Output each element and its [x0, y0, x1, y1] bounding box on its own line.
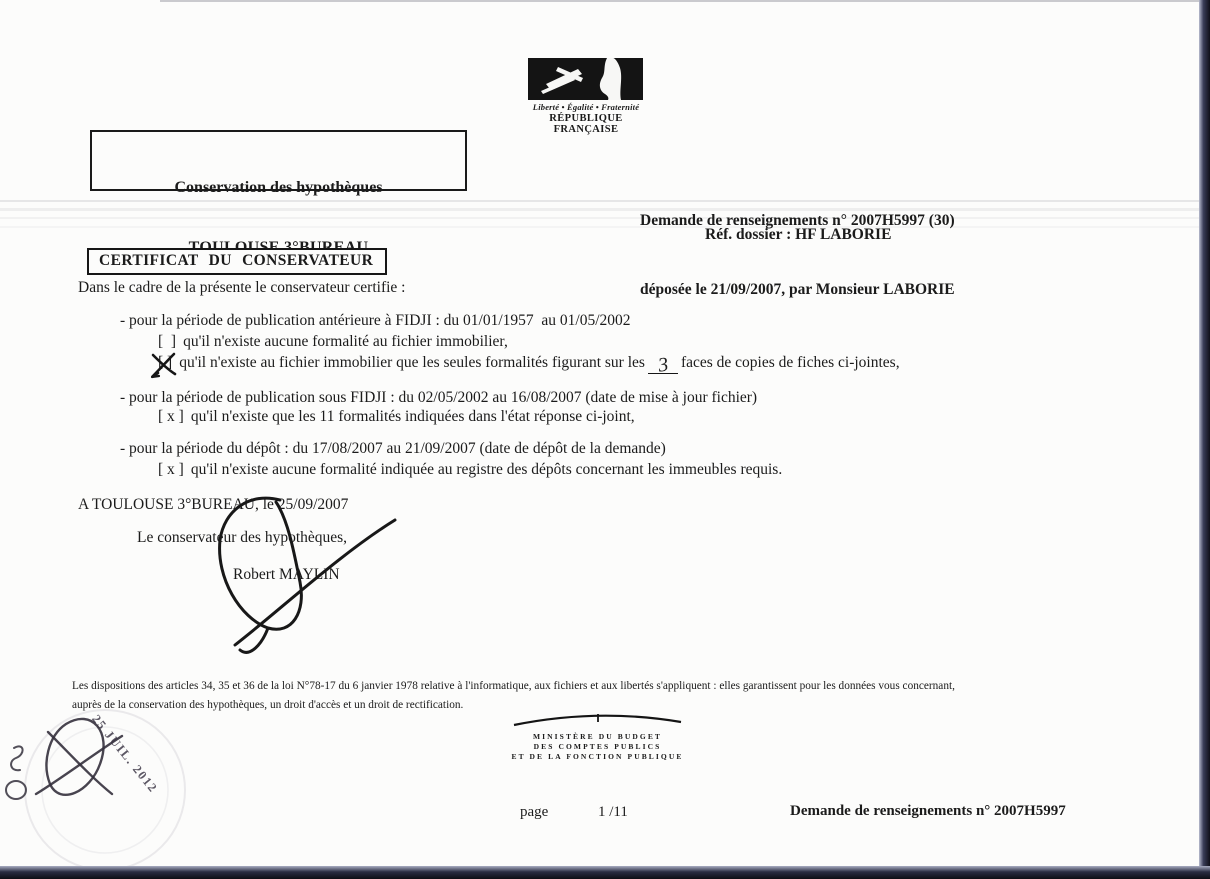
period-3-title: - pour la période du dépôt : du 17/08/2007 au 21/09/2007 (date de dépôt de la demande) — [120, 440, 666, 457]
ref-dossier: Réf. dossier : HF LABORIE — [705, 226, 892, 243]
scan-edge-bottom — [0, 866, 1210, 879]
period-2-item-1 — [158, 408, 635, 426]
handwritten-signature — [210, 492, 410, 662]
period-2-title: - pour la période de publication sous FIDJI : du 02/05/2002 au 16/08/2007 (date de mise à jour fichier) — [120, 389, 758, 406]
item-text: qu'il n'existe aucune formalité au fichier immobilier, — [183, 333, 508, 350]
ministry-line2: DES COMPTES PUBLICS — [533, 742, 662, 751]
period-3-item-1 — [158, 461, 782, 479]
logo-republic-label: RÉPUBLIQUE FRANÇAISE — [549, 113, 623, 135]
handwritten-count: 3 — [656, 353, 670, 377]
ministry-arc-icon — [510, 710, 685, 728]
request-deposit-line: déposée le 21/09/2007, par Monsieur LABORIE — [640, 281, 955, 298]
stamp-date: 25 JUIL. 2012 — [89, 712, 161, 796]
ministry-line3: ET DE LA FONCTION PUBLIQUE — [511, 752, 684, 761]
legal-text-line2: auprès de la conservation des hypothèques, un droit d'accès et un droit de rectification. — [72, 699, 464, 711]
republique-francaise-logo — [528, 58, 644, 135]
request-number-line: Demande de renseignements n° 2007H5997 (30) — [640, 212, 955, 229]
marianne-icon — [528, 58, 643, 100]
checkbox-checked: [ x ] — [158, 408, 184, 425]
item-text-before: qu'il n'existe au fichier immobilier que les seules formalités figurant sur les — [179, 354, 645, 371]
period-1-item-1 — [158, 333, 508, 351]
office-name: Conservation des hypothèques — [174, 179, 383, 196]
page-label: page — [520, 804, 549, 820]
item-text-after: faces de copies de fiches ci-jointes, — [680, 354, 900, 371]
page-number: 1 /11 — [598, 804, 628, 820]
scan-edge-top — [160, 0, 1210, 2]
office-box — [90, 130, 467, 196]
period-1-title: - pour la période de publication antérieure à FIDJI : du 01/01/1957 au 01/05/2002 — [120, 312, 631, 329]
item-text: qu'il n'existe que les 11 formalités indiquées dans l'état réponse ci-joint, — [190, 408, 635, 425]
certificate-intro: Dans le cadre de la présente le conservateur certifie : — [78, 279, 406, 296]
handwritten-count-blank — [648, 353, 678, 377]
signature-place-date: A TOULOUSE 3°BUREAU, le 25/09/2007 — [78, 496, 349, 513]
request-block — [640, 163, 955, 347]
ministry-logo — [505, 710, 690, 762]
certificate-title: CERTIFICAT DU CONSERVATEUR — [87, 248, 387, 275]
checkbox-handwritten: [ ] — [158, 354, 173, 371]
ministry-line1: MINISTÈRE DU BUDGET — [532, 732, 663, 741]
legal-text-line1: Les dispositions des articles 34, 35 et 36 de la loi N°78-17 du 6 janvier 1978 relative à l'informatique, aux fichiers et aux libertés s'appliquent : elles garantissent pour les données vous concernant, — [72, 680, 955, 692]
checkbox-checked: [ x ] — [158, 461, 184, 478]
signature-role: Le conservateur des hypothèques, — [137, 529, 348, 546]
checkbox-empty: [ ] — [158, 333, 177, 350]
item-text: qu'il n'existe aucune formalité indiquée au registre des dépôts concernant les immeubles requis. — [190, 461, 783, 478]
footer-reference: Demande de renseignements n° 2007H5997 — [790, 803, 1066, 819]
signatory-name: Robert MAYLIN — [233, 566, 340, 583]
logo-motto: Liberté • Égalité • Fraternité — [532, 102, 640, 112]
handwritten-x-mark — [149, 350, 179, 380]
period-1-item-2 — [158, 353, 900, 377]
scan-edge-right — [1199, 0, 1210, 879]
